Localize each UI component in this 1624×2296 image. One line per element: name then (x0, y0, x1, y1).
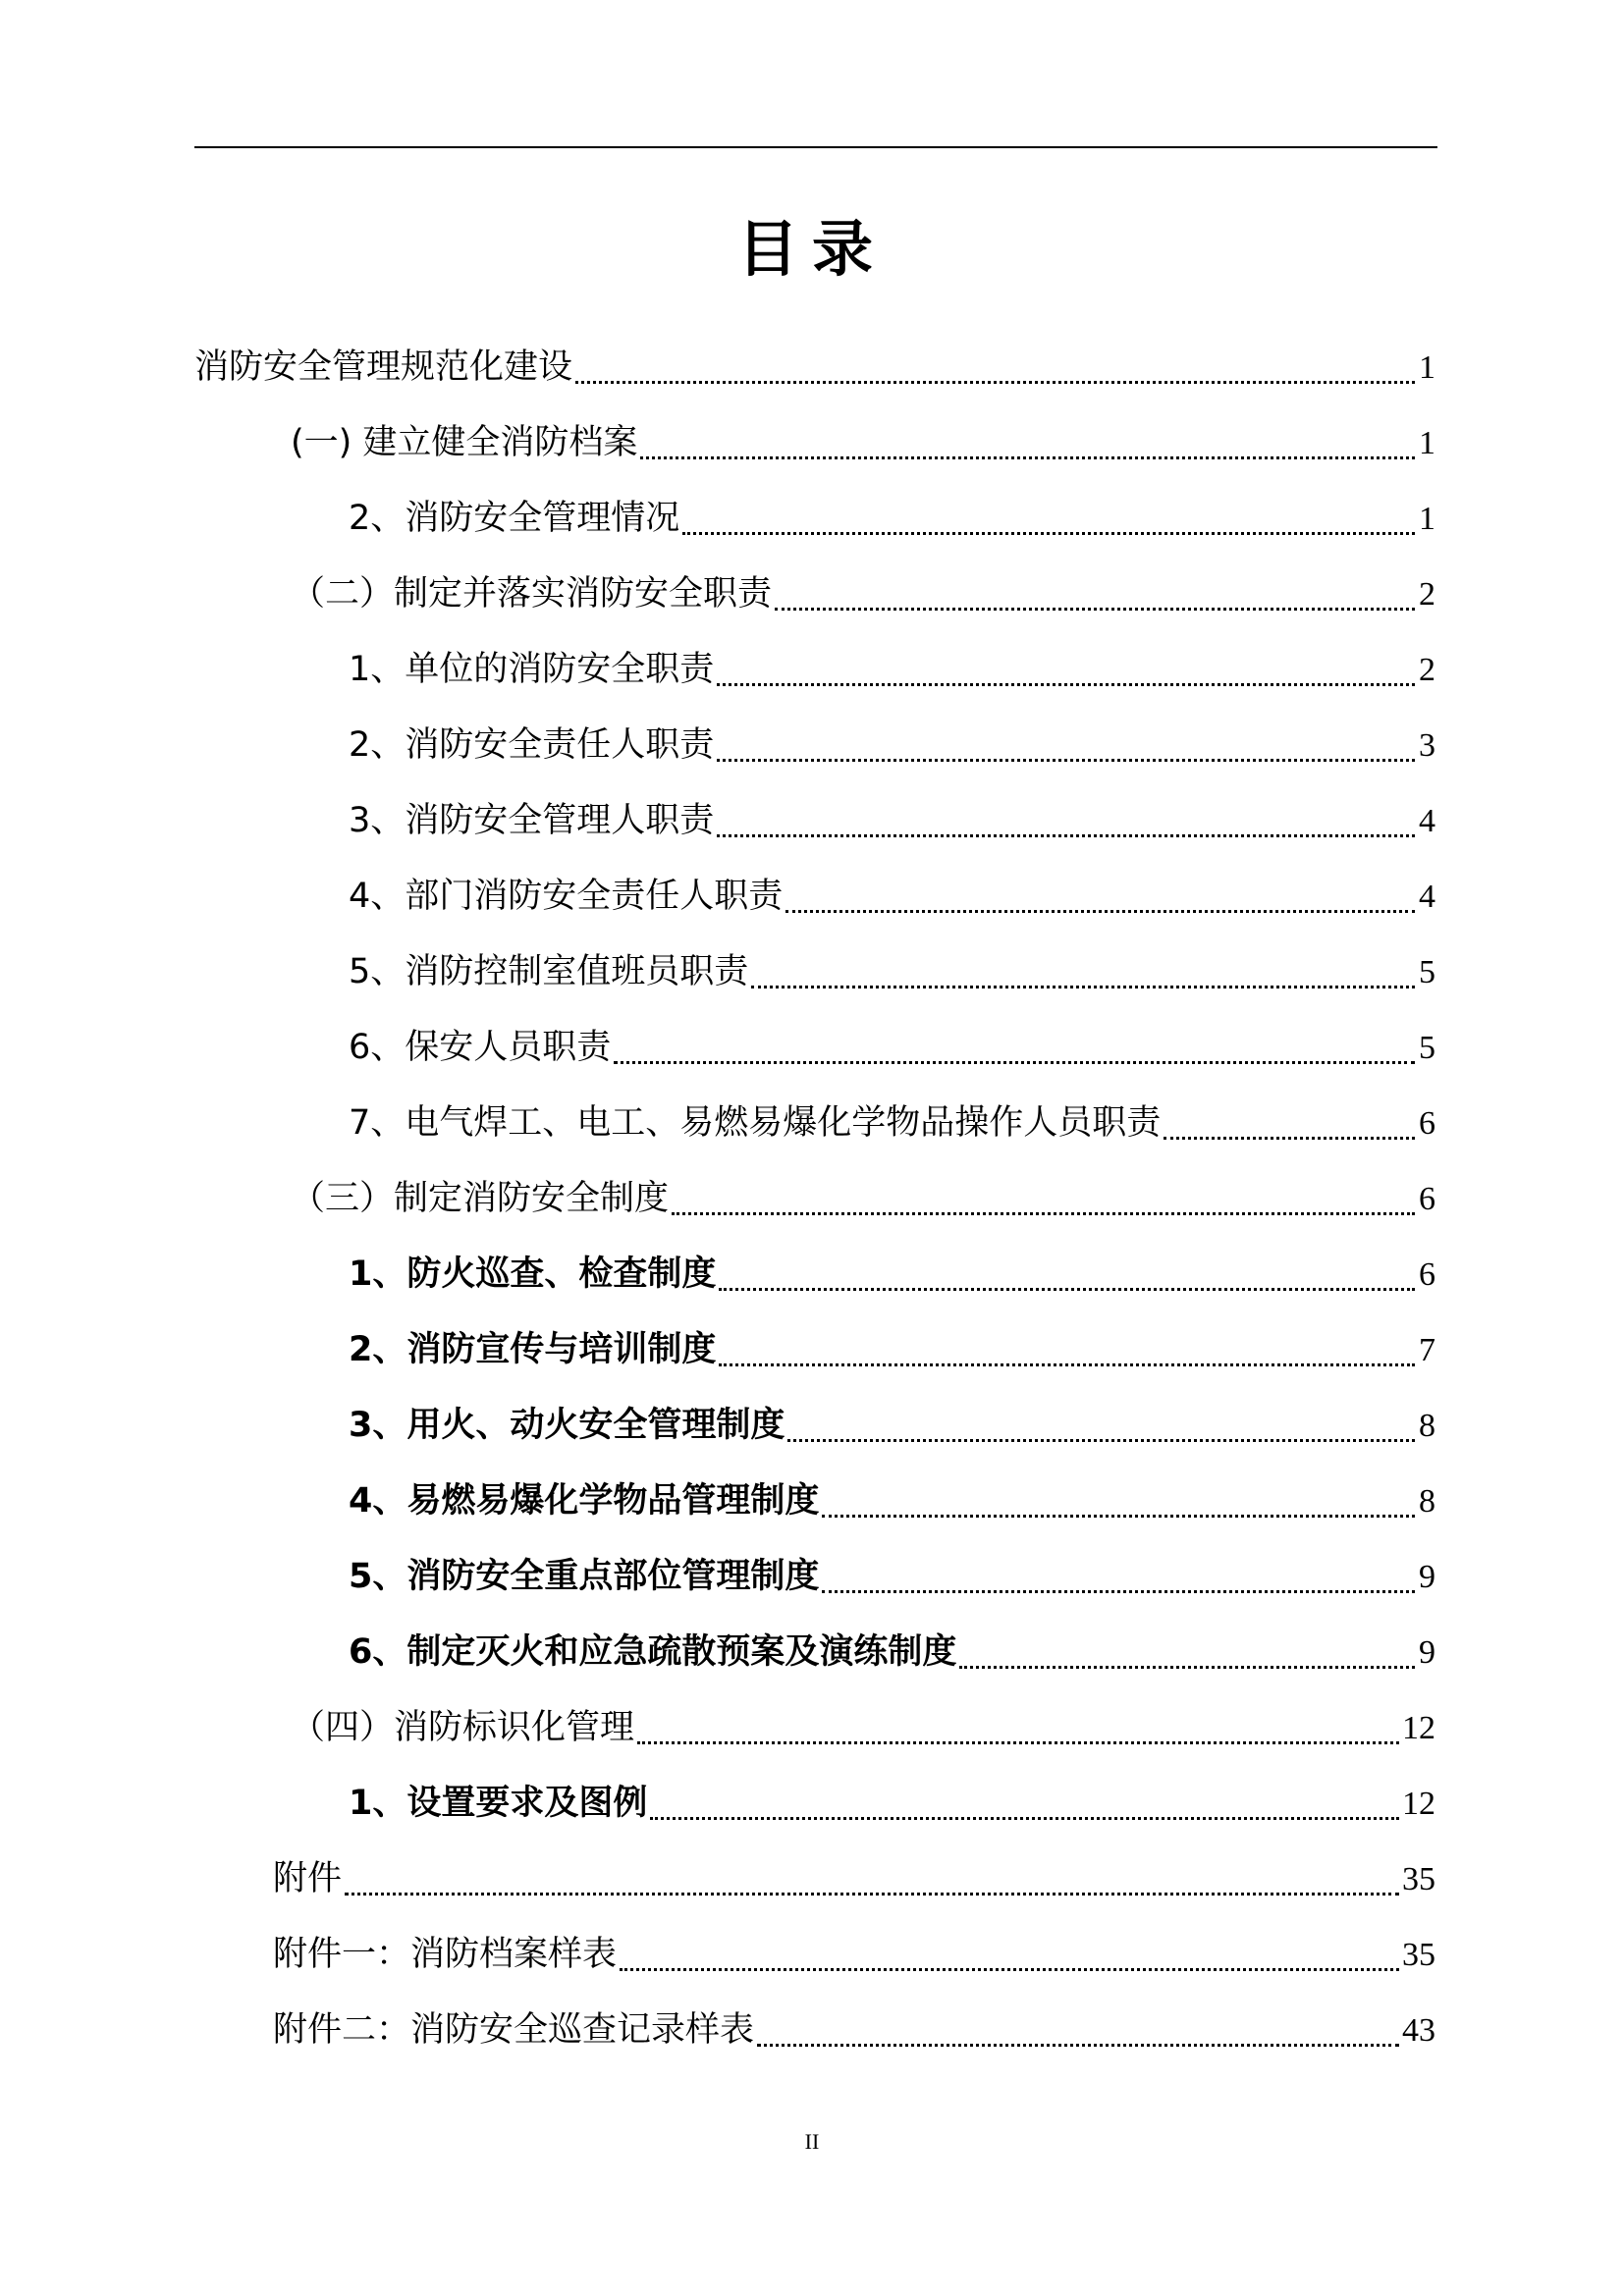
toc-entry[interactable] (349, 1539, 1435, 1615)
dot-leader (640, 454, 1415, 459)
toc-entry-page-number: 6 (1419, 1105, 1435, 1142)
toc-entry[interactable] (349, 1615, 1435, 1690)
toc-entry[interactable] (273, 1917, 1435, 1993)
toc-entry[interactable] (291, 557, 1435, 632)
toc-entry-title: 4、部门消防安全责任人职责 (349, 877, 784, 916)
dot-leader (785, 908, 1415, 913)
dot-leader (637, 1739, 1399, 1744)
toc-entry-title: 消防安全管理规范化建设 (194, 347, 573, 387)
toc-entry[interactable] (273, 1842, 1435, 1917)
dot-leader (719, 1286, 1415, 1291)
toc-entry-page-number: 2 (1419, 652, 1435, 688)
toc-entry[interactable] (349, 1237, 1435, 1312)
toc-entry[interactable] (349, 1010, 1435, 1086)
toc-entry-page-number: 35 (1402, 1861, 1435, 1897)
dot-leader (672, 1210, 1415, 1215)
toc-entry-title: （四）消防标识化管理 (291, 1708, 635, 1747)
dot-leader (717, 757, 1415, 762)
toc-entry[interactable] (273, 1993, 1435, 2068)
toc-entry-title: （三）制定消防安全制度 (291, 1179, 670, 1218)
toc-entry-title: 附件 (273, 1859, 343, 1898)
dot-leader (822, 1513, 1415, 1518)
dot-leader (717, 832, 1415, 837)
toc-entry-page-number: 4 (1419, 803, 1435, 839)
dot-leader (751, 984, 1415, 988)
toc-entry-page-number: 3 (1419, 727, 1435, 764)
toc-entry-page-number: 1 (1419, 349, 1435, 386)
toc-entry-title: 2、消防安全管理情况 (349, 499, 680, 538)
toc-entry-title: 2、消防安全责任人职责 (349, 725, 715, 765)
toc-entry[interactable] (349, 934, 1435, 1010)
dot-leader (757, 2042, 1399, 2047)
dot-leader (959, 1664, 1415, 1669)
toc-entry-page-number: 35 (1402, 1937, 1435, 1973)
toc-entry-page-number: 6 (1419, 1256, 1435, 1293)
toc-entry-page-number: 6 (1419, 1181, 1435, 1217)
toc-entry-title: 1、防火巡查、检查制度 (349, 1255, 717, 1294)
toc-entry-page-number: 1 (1419, 425, 1435, 461)
dot-leader (1164, 1135, 1415, 1140)
toc-entry-title: 1、单位的消防安全职责 (349, 650, 715, 689)
toc-entry[interactable] (349, 1388, 1435, 1464)
toc-entry-title: 3、用火、动火安全管理制度 (349, 1406, 785, 1445)
toc-entry-page-number: 8 (1419, 1408, 1435, 1444)
toc-entry-page-number: 4 (1419, 879, 1435, 915)
toc-entry-title: 2、消防宣传与培训制度 (349, 1330, 717, 1369)
toc-entry-page-number: 7 (1419, 1332, 1435, 1368)
dot-leader (682, 530, 1415, 535)
dot-leader (717, 681, 1415, 686)
toc-entry-page-number: 5 (1419, 954, 1435, 990)
toc-entry-page-number: 12 (1402, 1710, 1435, 1746)
toc-entry[interactable] (194, 330, 1435, 405)
toc-entry[interactable] (349, 1086, 1435, 1161)
toc-entry-title: 7、电气焊工、电工、易燃易爆化学物品操作人员职责 (349, 1103, 1162, 1143)
toc-entry-page-number: 1 (1419, 501, 1435, 537)
toc-entry-page-number: 9 (1419, 1634, 1435, 1671)
toc-entry-title: 4、易燃易爆化学物品管理制度 (349, 1481, 820, 1521)
header-rule (194, 146, 1437, 148)
toc-entry-title: （二）制定并落实消防安全职责 (291, 574, 773, 614)
toc-entry[interactable] (349, 1464, 1435, 1539)
page-number-footer: II (804, 2129, 820, 2154)
toc-entry[interactable] (349, 783, 1435, 859)
toc-entry-page-number: 5 (1419, 1030, 1435, 1066)
dot-leader (575, 379, 1415, 384)
toc-entry-page-number: 8 (1419, 1483, 1435, 1520)
toc-entry-title: (一) 建立健全消防档案 (291, 423, 638, 462)
toc-entry-title: 附件一：消防档案样表 (273, 1935, 618, 1974)
toc-entry-page-number: 12 (1402, 1786, 1435, 1822)
dot-leader (822, 1588, 1415, 1593)
toc-entry-title: 1、设置要求及图例 (349, 1784, 648, 1823)
dot-leader (614, 1059, 1415, 1064)
toc-entry[interactable] (349, 632, 1435, 708)
toc-entry[interactable] (349, 859, 1435, 934)
toc-entry[interactable] (349, 1312, 1435, 1388)
dot-leader (775, 606, 1415, 611)
dot-leader (345, 1891, 1399, 1896)
toc-entry-title: 3、消防安全管理人职责 (349, 801, 715, 840)
dot-leader (620, 1966, 1399, 1971)
toc-entry-page-number: 2 (1419, 576, 1435, 613)
toc-entry[interactable] (291, 1161, 1435, 1237)
toc-entry[interactable] (349, 708, 1435, 783)
toc-entry[interactable] (291, 1690, 1435, 1766)
toc-entry-page-number: 9 (1419, 1559, 1435, 1595)
toc-entry-title: 附件二：消防安全巡查记录样表 (273, 2010, 755, 2050)
dot-leader (650, 1815, 1399, 1820)
toc-entry-title: 6、制定灭火和应急疏散预案及演练制度 (349, 1632, 957, 1672)
toc-entry-title: 5、消防控制室值班员职责 (349, 952, 749, 991)
dot-leader (719, 1362, 1415, 1366)
dot-leader (787, 1437, 1415, 1442)
toc-entry[interactable] (349, 1766, 1435, 1842)
toc-entry-page-number: 43 (1402, 2012, 1435, 2049)
toc-entry[interactable] (349, 481, 1435, 557)
toc-entry-title: 5、消防安全重点部位管理制度 (349, 1557, 820, 1596)
toc-entry-title: 6、保安人员职责 (349, 1028, 612, 1067)
page-title: 目录 (736, 213, 887, 285)
toc-entry[interactable] (291, 405, 1435, 481)
